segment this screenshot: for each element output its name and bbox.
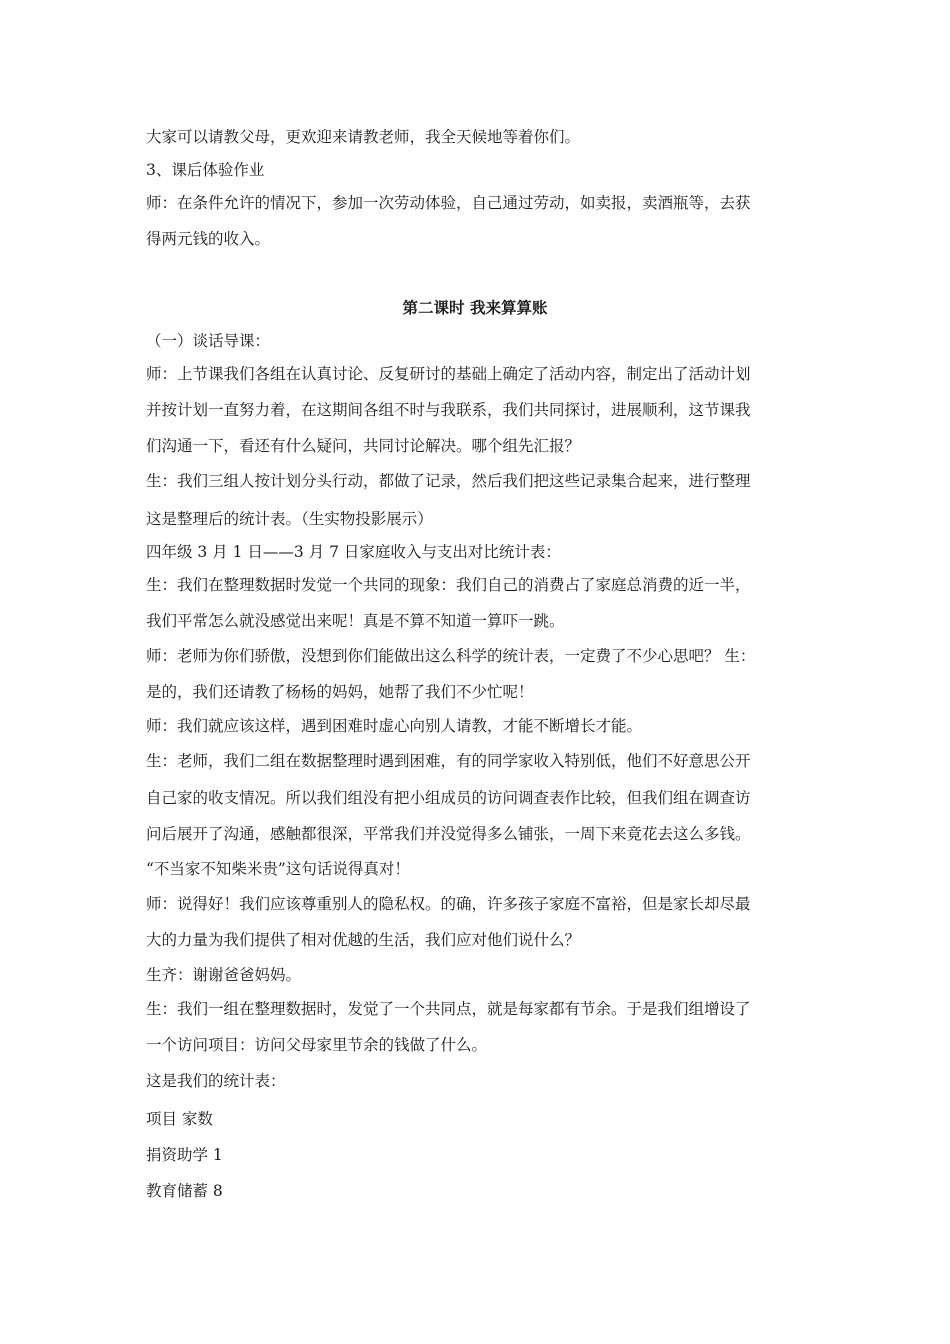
paragraph-line: 是的，我们还请教了杨杨的妈妈，她帮了我们不少忙呢！	[146, 683, 534, 701]
paragraph-line: 这是整理后的统计表。（生实物投影展示）	[146, 510, 433, 528]
paragraph-line: 师：上节课我们各组在认真讨论、反复研讨的基础上确定了活动内容，制定出了活动计划	[146, 365, 751, 383]
table-header-line: 项目 家数	[146, 1110, 213, 1128]
paragraph-line: 四年级 3 月 1 日——3 月 7 日家庭收入与支出对比统计表：	[146, 543, 561, 561]
subheading-intro: （一）谈话导课：	[146, 332, 271, 350]
paragraph-line: 自己家的收支情况。所以我们组没有把小组成员的访问调查表作比较，但我们组在调查访	[146, 789, 751, 807]
paragraph-line: 大家可以请教父母，更欢迎来请教老师，我全天候地等着你们。	[146, 128, 581, 146]
paragraph-line: 生：我们在整理数据时发觉一个共同的现象：我们自己的消费占了家庭总消费的近一半，	[146, 576, 751, 594]
paragraph-line: “不当家不知柴米贵”这句话说得真对！	[146, 860, 410, 878]
subheading-homework: 3、课后体验作业	[146, 161, 265, 179]
paragraph-line: 一个访问项目：访问父母家里节余的钱做了什么。	[146, 1036, 488, 1054]
paragraph-line: 师：在条件允许的情况下，参加一次劳动体验，自己通过劳动，如卖报，卖酒瓶等，去获	[146, 194, 751, 212]
paragraph-line: 生：老师，我们二组在数据整理时遇到困难，有的同学家收入特别低，他们不好意思公开	[146, 752, 751, 770]
paragraph-line: 生齐：谢谢爸爸妈妈。	[146, 966, 302, 984]
table-row-line: 教育储蓄 8	[146, 1182, 223, 1200]
paragraph-line: 并按计划一直努力着，在这期间各组不时与我联系，我们共同探讨，进展顺利，这节课我	[146, 401, 751, 419]
paragraph-line: 问后展开了沟通，感触都很深，平常我们并没觉得多么铺张，一周下来竟花去这么多钱。	[146, 825, 751, 843]
paragraph-line: 师：老师为你们骄傲，没想到你们能做出这么科学的统计表，一定费了不少心思吧？ 生：	[146, 647, 756, 665]
table-row-line: 捐资助学 1	[146, 1146, 223, 1164]
paragraph-line: 得两元钱的收入。	[146, 230, 271, 248]
lesson-title: 第二课时 我来算算账	[402, 299, 548, 317]
paragraph-line: 们沟通一下，看还有什么疑问，共同讨论解决。哪个组先汇报？	[146, 437, 581, 455]
paragraph-line: 我们平常怎么就没感觉出来呢！真是不算不知道一算吓一跳。	[146, 612, 565, 630]
paragraph-line: 师：说得好！我们应该尊重别人的隐私权。的确，许多孩子家庭不富裕，但是家长却尽最	[146, 895, 751, 913]
paragraph-line: 生：我们三组人按计划分头行动，都做了记录，然后我们把这些记录集合起来，进行整理	[146, 472, 751, 490]
paragraph-line: 生：我们一组在整理数据时，发觉了一个共同点，就是每家都有节余。于是我们组增设了	[146, 1000, 751, 1018]
paragraph-line: 这是我们的统计表：	[146, 1072, 286, 1090]
paragraph-line: 大的力量为我们提供了相对优越的生活，我们应对他们说什么？	[146, 931, 581, 949]
paragraph-line: 师：我们就应该这样，遇到困难时虚心向别人请教，才能不断增长才能。	[146, 717, 643, 735]
